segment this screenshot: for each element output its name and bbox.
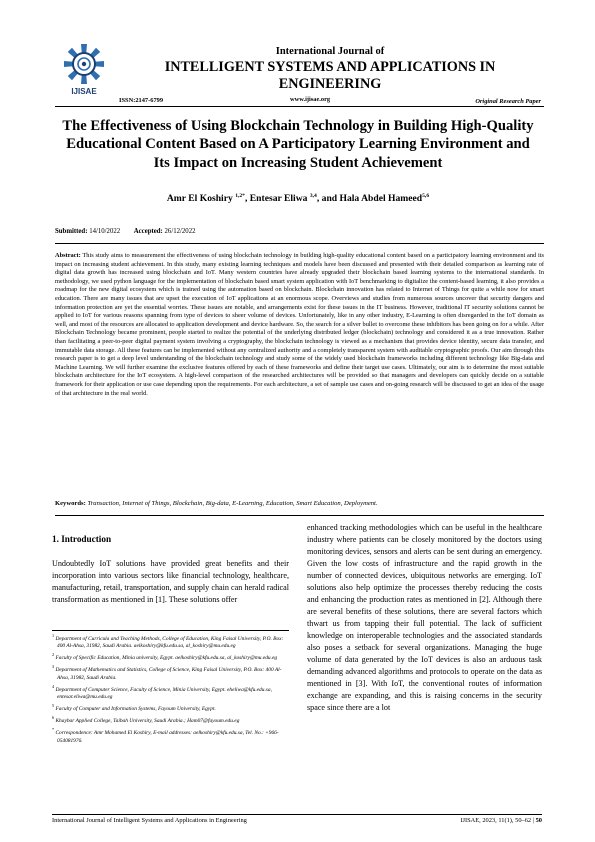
author-name: , Entesar Eliwa bbox=[244, 193, 308, 205]
abstract-text: This study aims to measurement the effectiveness of using blockchain technology in building high-quality educational content based on a participatory learning environment and its impact on increasing student achievement. In this study, many existing learning techniques and models have been discussed and presented with their detailed comparison as learning rate of digital data growth has increased using blockchain and IoT. Many western countries have already upgraded their blockchain based learning systems to the international standards. In methodology, we used python language for the implementation of blockchain based smart system application with IoT benchmarking to digitalize the content-based learning, it also provides a roadmap for the new digital ecosystem which is trained using the automation based on blockchain. Blockchain innovation has related to Internet of Things for quite a while now for smart education. There are many issues that are upset the execution of IoT applications at an enormous scope. Overviews and studies from numerous sources uncover that security dangers and information protection are yet the essential worries. These issues are notable, and arrangements exist for these issues in the IT business. However, traditional IT security solutions cannot be applied to IoT for various reasons spanning from type of devices to sheer volume of devices. Unfortunately, like in any other industry, E-Learning is often disregarded in the IoT domain as well, and most of the resources are allocated to application development and device hardware. So, the search for a silver bullet to overcome these inhibitors has been going on for a while. After Blockchain Technology became prominent, people started to realize the potential of the underlying distributed ledger (blockchain) technology and considered it as a true innovation. Rather than facilitating a peer-to-peer digital payment system involving a cryptography, the blockchain technology is viewed as a mechanism that provides device identity, secure data transfer, and immutable data storage. All these features can be implemented without any centralized authority and a completely transparent system with auditable cryptographic proofs. Our aim through this research paper is to get a deep level understanding of the blockchain technology and study some of the widely used blockchain frameworks including different technology like Big-data and Machine Learning. We will further examine the exclusive features offered by each of these frameworks and define their target use cases. Ultimately, our aim is to determine the most suitable blockchain architecture for the IoT ecosystem. A high-level comparison of the researched architectures will be provided so that managers and developers can quickly decide on a suitable framework for their application or use case depending upon the requirements. For each architecture, a set of sample use cases and on-going research will be discussed to get an idea of the usage of that architecture in the real world. bbox=[55, 252, 544, 397]
journal-prefix: International Journal of bbox=[275, 46, 385, 57]
footnote-divider bbox=[52, 630, 289, 631]
footer-citation bbox=[460, 817, 542, 824]
dates-divider bbox=[55, 243, 544, 244]
abstract-label: Abstract: bbox=[55, 252, 81, 259]
accepted-label: Accepted: bbox=[133, 228, 163, 235]
keywords bbox=[55, 500, 544, 507]
author-line bbox=[60, 193, 536, 204]
author-name: , and Hala Abdel Hameed bbox=[316, 193, 423, 205]
keywords-label: Keywords: bbox=[55, 500, 86, 507]
journal-name: INTELLIGENT SYSTEMS AND APPLICATIONS IN ENGINEERING bbox=[164, 59, 496, 92]
issn: ISSN:2147-6799 bbox=[119, 97, 164, 104]
abstract bbox=[55, 252, 544, 398]
submitted-date: 14/10/2022 bbox=[89, 228, 121, 235]
footnote: $^4$ Department of Computer Science, Faculty of Science, Minia University, Egypt. eheliwa@kfu.edu.sa, entesar.eliwa@mu.edu.eg bbox=[52, 683, 272, 700]
logo-emblem-icon bbox=[55, 40, 113, 96]
keywords-divider bbox=[55, 515, 544, 516]
paper-title: The Effectiveness of Using Blockchain Technology in Building High-Quality Educational Content Based on A Participatory Learning Environment and Its Impact on Increasing Student Achievement bbox=[62, 118, 534, 171]
footer-divider bbox=[52, 814, 542, 815]
footnote: $^6$ Khaybar Applied College, Taibah University, Saudi Arabia.; Ham07@fayoum.edu.eg bbox=[52, 715, 240, 725]
author-affiliation: 1,2* bbox=[235, 193, 245, 199]
affiliation-footnotes bbox=[52, 632, 292, 746]
submitted-label: Submitted: bbox=[55, 228, 88, 235]
author-affiliation: 3,4 bbox=[309, 193, 317, 199]
footnote: $^5$ Faculty of Computer and Information Systems, Fayoum University, Egypt. bbox=[52, 703, 216, 713]
page-number: 50 bbox=[535, 817, 542, 824]
footnote: * Correspondence: Amr Mohamed El Koshiry, E-mail addresses: aelkoshiry@kfu.edu.sa, Tel. No.: +966-054081976. bbox=[52, 727, 279, 744]
keywords-text: Transaction, Internet of Things, Blockchain, Big-data, E-Learning, Education, Smart Education, Deployment. bbox=[87, 500, 378, 507]
footnote: $^2$ Faculty of Specific Education, Minia university, Egypt. aelkoshiry@kfu.edu.sa, al_koshiry@mu.edu.eg bbox=[52, 652, 278, 662]
submission-dates bbox=[55, 228, 196, 235]
introduction-right-column: enhanced tracking methodologies which can be useful in the healthcare industry where patients can be closely monitored by the doctors using monitoring devices, sensors and alerts can be sent during an emergency. Given the low costs of infrastructure and the rapid growth in the number of connected devices, ubiquitous networks are emerging. IoT solutions also help optimize the processes thereby reducing the costs and enhancing the production rates as mentioned in [2]. Although there are several benefits of these solutions, there are several factors which thwart us from tapping their full potential. The lack of sufficient knowledge on interoperable technologies and the associated standards also poses a setback for several organizations. Managing the huge volume of data generated by the IoT devices is also an arduous task demanding advanced algorithms and protocols to operate on the data as mentioned in [3]. With IoT, the conventional routes of information exchange are expanding, and this is raising concerns in the security space since there are a lot bbox=[307, 523, 542, 712]
author-affiliation: 5,6 bbox=[422, 193, 430, 199]
logo-text: IJISAE bbox=[71, 87, 97, 96]
footer-volume: IJISAE, 2023, 11(1), 50–62 | bbox=[460, 817, 534, 824]
author-name: Amr El Koshiry bbox=[166, 193, 233, 205]
masthead-divider bbox=[55, 106, 544, 107]
journal-logo bbox=[55, 40, 113, 96]
footnote: $^1$ Department of Curricula and Teaching Methods, College of Education, King Faisal University, P.O. Box: 400 Al-Ahsa, 31982, Saudi Arabia. aelkoshiry@kfu.edu.sa, al_koshiry@mu.edu.eg bbox=[52, 633, 284, 650]
journal-url[interactable]: www.ijisae.org bbox=[290, 96, 331, 103]
paper-type: Original Research Paper bbox=[475, 98, 541, 105]
footer-journal-name: International Journal of Intelligent Systems and Applications in Engineering bbox=[52, 817, 247, 824]
footnote: $^3$ Department of Mathematics and Statistics, College of Science, King Faisal University, P.O. Box: 400 Al-Ahsa, 31982, Saudi Arabia. bbox=[52, 664, 282, 681]
introduction-left-column: Undoubtedly IoT solutions have provided great benefits and their incorporation into various sectors like financial technology, healthcare, manufacturing, retail, transportation, and supply chain can herald radical transformation as mentioned in [1]. These solutions offer bbox=[52, 559, 289, 604]
section-heading-introduction: 1. Introduction bbox=[52, 534, 112, 544]
accepted-date: 26/12/2022 bbox=[164, 228, 196, 235]
